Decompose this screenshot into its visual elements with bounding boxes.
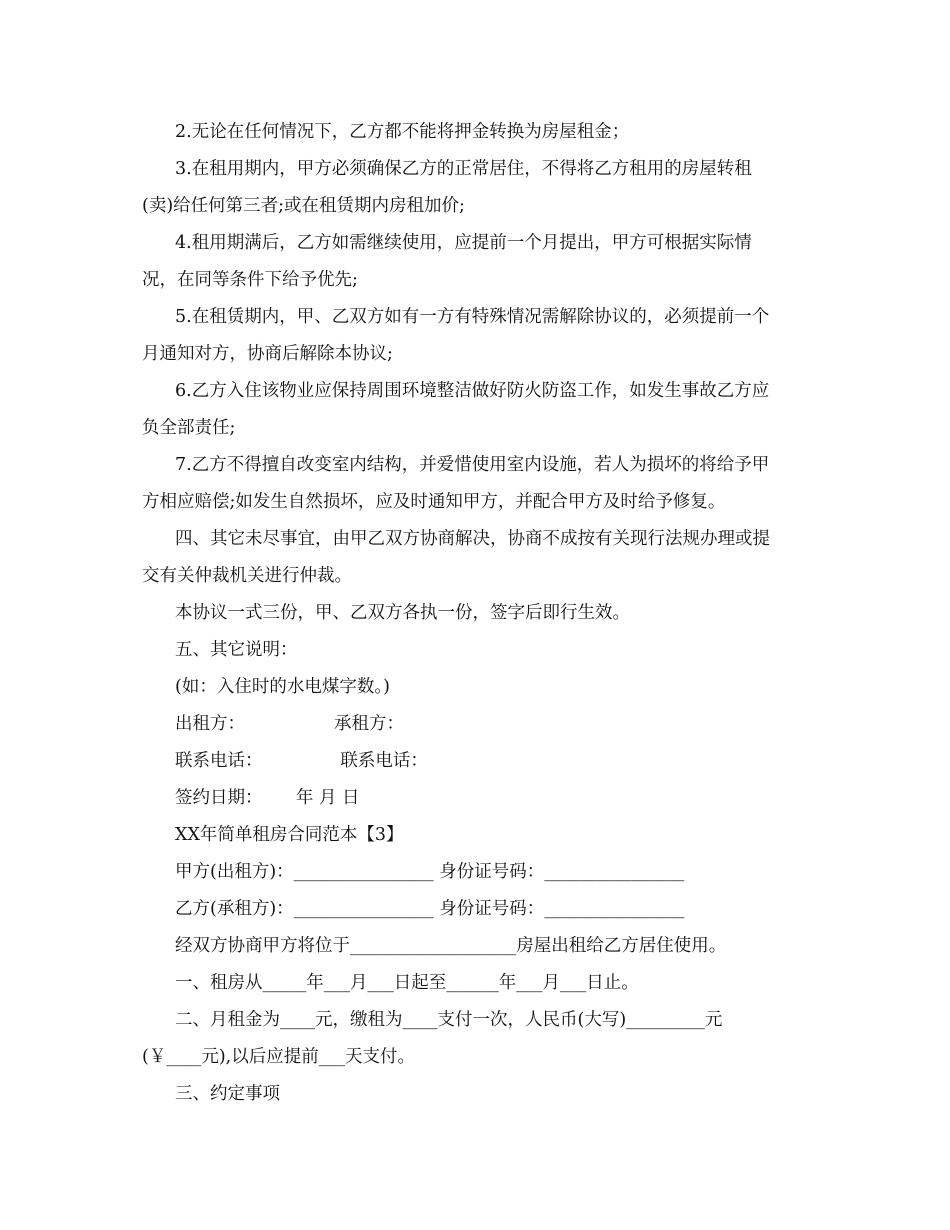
signature-line: 出租方： 承租方： [175, 714, 405, 734]
paragraph-line: 7.乙方不得擅自改变室内结构，并爱惜使用室内设施，若人为损坏的将给予甲 [175, 455, 770, 475]
paragraph-line: (如：入住时的水电煤字数。) [175, 677, 390, 697]
form-line: (￥____元),以后应提前___天支付。 [142, 1047, 415, 1067]
paragraph-line: 本协议一式三份，甲、乙双方各执一份，签字后即行生效。 [175, 603, 630, 623]
form-line: 乙方(承租方)：________________ 身份证号码：________________ [175, 899, 685, 919]
signature-line: 联系电话： 联系电话： [175, 751, 428, 771]
paragraph-line: 3.在租用期内，甲方必须确保乙方的正常居住，不得将乙方租用的房屋转租 [175, 159, 752, 179]
section-heading: 五、其它说明： [175, 640, 298, 660]
form-line: 经双方协商甲方将位于___________________房屋出租给乙方居住使用。 [175, 936, 727, 956]
paragraph-line: 交有关仲裁机关进行仲裁。 [142, 566, 352, 586]
form-line: 一、租房从_____年___月___日起至______年___月___日止。 [175, 973, 639, 993]
paragraph-line: 2.无论在任何情况下，乙方都不能将押金转换为房屋租金； [175, 122, 630, 142]
form-line: 二、月租金为____元，缴租为____支付一次，人民币(大写)_________元 [175, 1010, 723, 1030]
paragraph-line: 四、其它未尽事宜，由甲乙双方协商解决，协商不成按有关现行法规办理或提 [175, 529, 770, 549]
section-heading: 三、约定事项 [175, 1084, 280, 1104]
paragraph-line: 4.租用期满后，乙方如需继续使用，应提前一个月提出，甲方可根据实际情 [175, 233, 752, 253]
paragraph-line: 负全部责任; [142, 418, 236, 438]
paragraph-line: 6.乙方入住该物业应保持周围环境整洁做好防火防盗工作，如发生事故乙方应 [175, 381, 770, 401]
section-heading: XX年简单租房合同范本【3】 [175, 825, 404, 845]
form-line: 甲方(出租方)：________________ 身份证号码：________________ [175, 862, 685, 882]
paragraph-line: 5.在租赁期内，甲、乙双方如有一方有特殊情况需解除协议的，必须提前一个 [175, 307, 770, 327]
signature-line: 签约日期： 年 月 日 [175, 788, 360, 808]
paragraph-line: (卖)给任何第三者;或在租赁期内房租加价; [142, 196, 465, 216]
paragraph-line: 况，在同等条件下给予优先; [142, 270, 358, 290]
paragraph-line: 方相应赔偿;如发生自然损坏，应及时通知甲方，并配合甲方及时给予修复。 [142, 492, 726, 512]
paragraph-line: 月通知对方，协商后解除本协议; [142, 344, 393, 364]
